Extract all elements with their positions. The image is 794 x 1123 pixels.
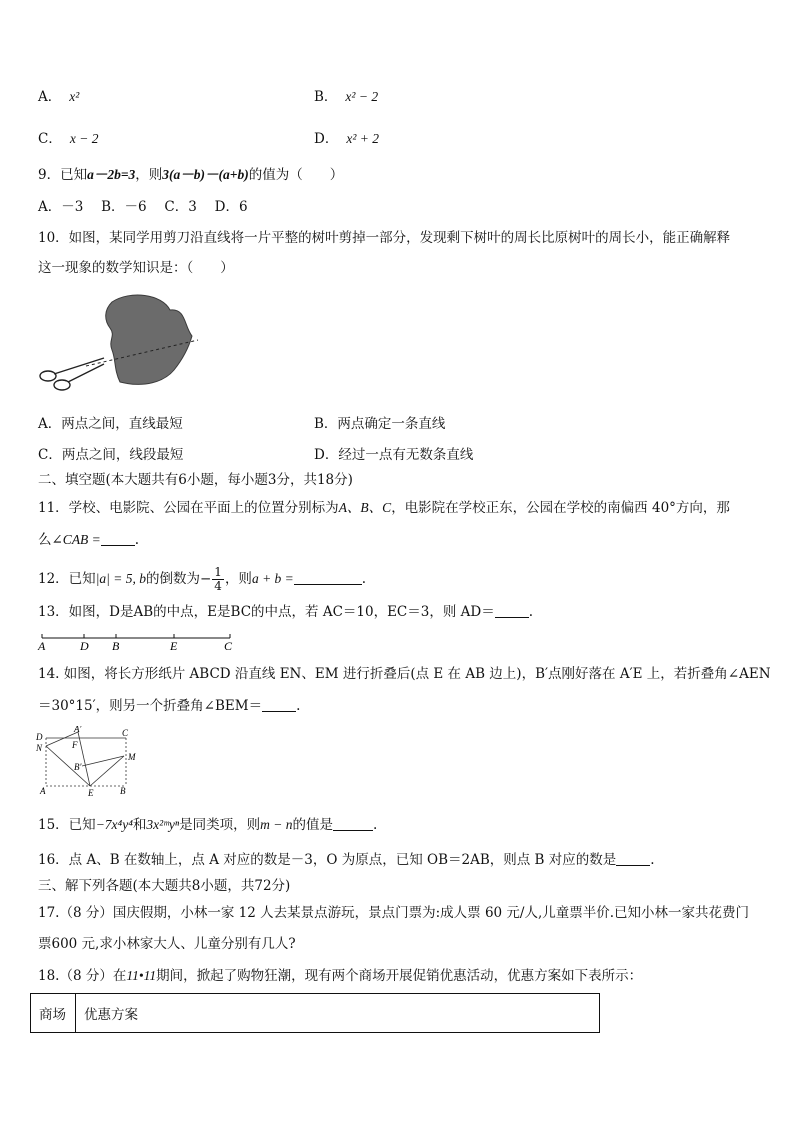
q17-stem-line2: 票600 元,求小林家大人、儿童分别有几人? <box>38 936 296 952</box>
q10-option-b: B．两点确定一条直线 <box>314 416 446 432</box>
q16-answer-blank[interactable] <box>616 851 650 866</box>
q9-given: a－2b=3 <box>87 167 136 182</box>
q8-option-b-expr: x² − 2 <box>345 89 379 104</box>
q11-stem-line2: 么∠CAB = . <box>38 532 140 548</box>
q8-option-b: B． x² − 2 <box>314 89 379 105</box>
label-a: A <box>40 786 46 796</box>
q11-answer-blank[interactable] <box>101 531 135 546</box>
label-e: E <box>88 788 94 798</box>
q18-stem: 18.（8 分）在11•11期间，掀起了购物狂潮，现有两个商场开展促销优惠活动，优惠方案如下表所示： <box>38 968 643 984</box>
q12-abs: |a| = 5, b <box>95 571 146 586</box>
label-c: C <box>122 728 129 738</box>
label-d: D <box>80 639 89 653</box>
table-header-mall: 商场 <box>31 994 76 1033</box>
promo-table <box>30 993 600 1033</box>
label-n: N <box>36 743 43 753</box>
q11-stem-line1: 11．学校、电影院、公园在平面上的位置分别标为A、B、C，电影院在学校正东，公园在学校的南偏西 40°方向，那 <box>38 500 730 516</box>
q13-segment-figure <box>34 632 244 654</box>
q14-answer-blank[interactable] <box>262 697 296 712</box>
q11-points: A、B、C <box>338 500 392 515</box>
folded-ae <box>78 732 90 786</box>
q10-option-c: C．两点之间，线段最短 <box>38 447 184 463</box>
label-b-prime: B′ <box>74 762 82 772</box>
label-a: A <box>38 639 46 653</box>
table-header-scheme: 优惠方案 <box>76 994 600 1033</box>
section-2-heading: 二、填空题(本大题共有6小题，每小题3分，共18分) <box>38 472 353 488</box>
q14-fold-figure <box>34 726 138 798</box>
leaf-scissors-figure <box>34 290 204 400</box>
label-b: B <box>112 639 120 653</box>
q12-answer-blank[interactable] <box>294 570 362 585</box>
q15-answer-blank[interactable] <box>333 816 373 831</box>
q8-option-a-expr: x² <box>69 89 80 104</box>
folded-bm <box>82 756 124 766</box>
q8-option-d: D． x² + 2 <box>314 131 379 147</box>
q14-stem-line1: 14. 如图，将长方形纸片 ABCD 沿直线 EN、EM 进行折叠后(点 E 在 AB 边上)，B′点刚好落在 A′E 上，若折叠角∠AEN <box>38 666 771 682</box>
fold-em <box>90 756 124 786</box>
label-m: M <box>128 752 136 762</box>
q14-stem-line2: ＝30°15′，则另一个折叠角∠BEM＝ . <box>38 698 301 714</box>
q11-angle: ∠CAB = <box>51 532 101 547</box>
label-d: D <box>36 732 43 742</box>
q10-option-a: A．两点之间，直线最短 <box>38 416 183 432</box>
scissors-icon <box>40 358 104 390</box>
q15-term2: 3x²ᵐyⁿ <box>146 817 180 832</box>
q18-date: 11•11 <box>126 968 157 983</box>
q13-stem: 13．如图，D是AB的中点，E是BC的中点，若 AC＝10，EC＝3，则 AD＝ . <box>38 604 534 620</box>
q13-answer-blank[interactable] <box>495 603 529 618</box>
q12-sum: a + b = <box>251 571 294 586</box>
label-f: F <box>72 740 78 750</box>
label-e: E <box>170 639 178 653</box>
q12-stem: 12．已知|a| = 5, b的倒数为− $\frac{1}{4}$ ，则a + b = . <box>38 565 367 593</box>
q16-stem: 16．点 A、B 在数轴上，点 A 对应的数是－3，O 为原点，已知 OB＝2AB，则点 B 对应的数是 . <box>38 852 655 868</box>
section-3-heading: 三、解下列各题(本大题共8小题，共72分) <box>38 878 291 894</box>
q8-option-a: A． x² <box>38 89 80 105</box>
q8-option-c-expr: x − 2 <box>69 131 99 146</box>
q15-expr: m − n <box>260 817 293 832</box>
q10-stem-line2: 这一现象的数学知识是：（ ） <box>38 260 234 276</box>
q12-fraction: $\frac{1}{4}$ <box>214 565 222 593</box>
q10-option-d: D．经过一点有无数条直线 <box>314 447 474 463</box>
q9-options: A．－3 B．－6 C．3 D．6 <box>38 199 248 215</box>
leaf-shape <box>106 295 192 384</box>
table-row <box>31 994 600 1033</box>
q9-stem: 9．已知a－2b=3，则3(a－b)－(a+b)的值为（ ） <box>38 167 344 183</box>
q9-expr: 3(a－b)－(a+b) <box>162 167 249 182</box>
label-a-prime: A′ <box>74 726 82 734</box>
label-c: C <box>224 639 233 653</box>
q15-stem: 15．已知−7x⁴y⁴和3x²ᵐyⁿ是同类项，则m − n的值是 . <box>38 817 378 833</box>
q8-option-c: C． x − 2 <box>38 131 99 147</box>
label-b: B <box>120 786 126 796</box>
q10-stem-line1: 10．如图，某同学用剪刀沿直线将一片平整的树叶剪掉一部分，发现剩下树叶的周长比原树叶的周长小，能正确解释 <box>38 230 731 246</box>
q8-option-d-expr: x² + 2 <box>346 131 379 146</box>
q17-stem-line1: 17.（8 分）国庆假期，小林一家 12 人去某景点游玩，景点门票为:成人票 60 元/人,儿童票半价.已知小林一家共花费门 <box>38 905 750 921</box>
q15-term1: −7x⁴y⁴ <box>95 817 133 832</box>
